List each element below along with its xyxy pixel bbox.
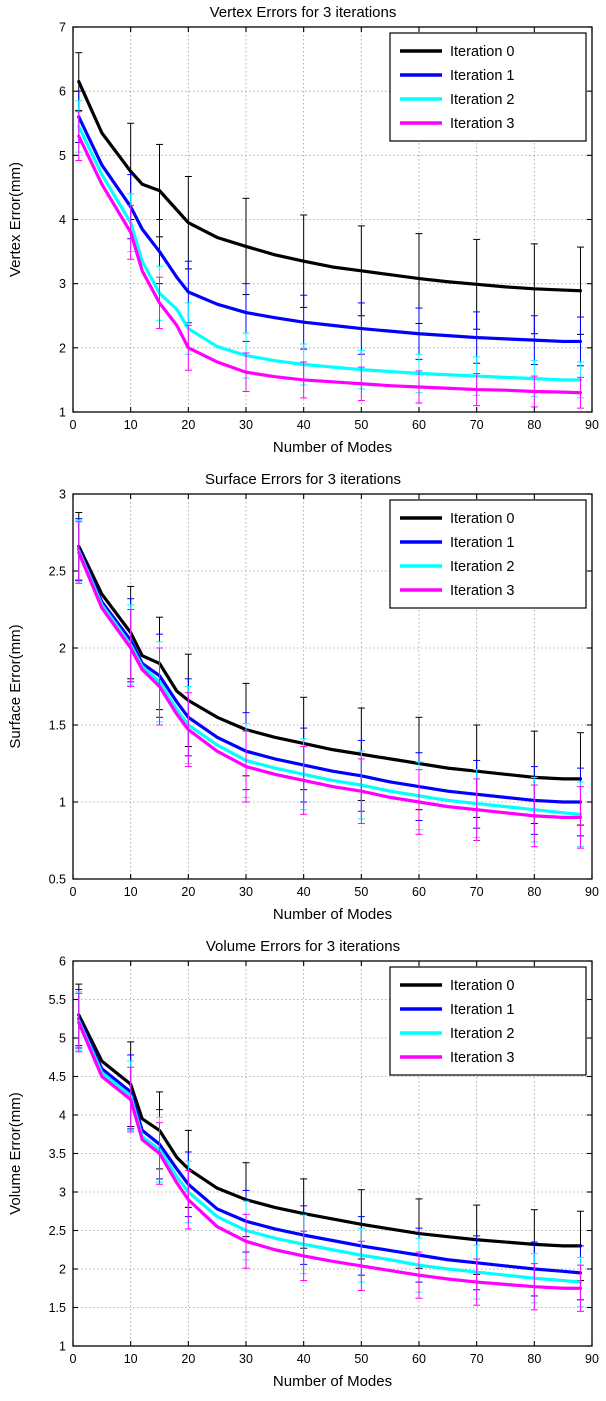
- svg-text:20: 20: [181, 1352, 196, 1366]
- svg-text:30: 30: [239, 1352, 253, 1366]
- svg-text:Iteration 1: Iteration 1: [450, 1002, 515, 1018]
- svg-text:Surface Error(mm): Surface Error(mm): [7, 624, 24, 749]
- svg-text:Iteration 2: Iteration 2: [450, 1026, 515, 1042]
- svg-text:Iteration 2: Iteration 2: [450, 92, 515, 108]
- svg-text:30: 30: [239, 885, 253, 899]
- svg-text:Number of Modes: Number of Modes: [272, 439, 393, 456]
- svg-text:6: 6: [59, 84, 66, 99]
- svg-text:90: 90: [585, 418, 599, 432]
- svg-text:3.5: 3.5: [48, 1147, 66, 1161]
- svg-text:40: 40: [296, 1352, 311, 1366]
- svg-text:10: 10: [123, 885, 138, 899]
- page-title: Volume Errors for 3 iterations: [205, 938, 401, 955]
- vertex-errors-figure: [0, 0, 606, 467]
- svg-text:0: 0: [69, 885, 77, 899]
- svg-text:6: 6: [59, 954, 66, 969]
- svg-text:Iteration 1: Iteration 1: [450, 535, 515, 551]
- svg-text:20: 20: [181, 418, 196, 432]
- svg-text:2: 2: [59, 1262, 66, 1277]
- svg-text:40: 40: [296, 418, 311, 432]
- svg-text:Iteration 3: Iteration 3: [450, 1050, 515, 1066]
- svg-text:90: 90: [585, 1352, 599, 1366]
- svg-text:Iteration 0: Iteration 0: [450, 44, 515, 60]
- svg-text:0: 0: [69, 1352, 77, 1366]
- svg-text:50: 50: [354, 418, 369, 432]
- svg-text:60: 60: [412, 418, 426, 432]
- svg-text:3: 3: [59, 277, 66, 292]
- vertex-errors-chart: [0, 0, 606, 467]
- svg-text:80: 80: [527, 418, 542, 432]
- svg-text:Iteration 0: Iteration 0: [450, 511, 515, 527]
- svg-text:10: 10: [123, 1352, 138, 1366]
- svg-text:90: 90: [585, 885, 599, 899]
- svg-text:1: 1: [59, 795, 66, 810]
- svg-text:50: 50: [354, 885, 369, 899]
- svg-text:60: 60: [412, 885, 426, 899]
- svg-text:5: 5: [59, 1031, 66, 1046]
- svg-text:1: 1: [59, 1339, 66, 1354]
- svg-text:0.5: 0.5: [48, 872, 66, 887]
- surface-errors-chart: [0, 467, 606, 934]
- svg-text:Iteration 2: Iteration 2: [450, 559, 515, 575]
- svg-text:20: 20: [181, 885, 196, 899]
- page-title: Vertex Errors for 3 iterations: [209, 4, 397, 21]
- svg-text:2: 2: [59, 641, 66, 656]
- svg-text:4: 4: [59, 213, 66, 227]
- svg-text:Vertex Error(mm): Vertex Error(mm): [7, 161, 24, 278]
- svg-text:Number of Modes: Number of Modes: [272, 1373, 393, 1390]
- svg-text:Iteration 3: Iteration 3: [450, 583, 515, 599]
- svg-text:1.5: 1.5: [48, 1301, 66, 1315]
- svg-text:40: 40: [296, 885, 311, 899]
- svg-text:2.5: 2.5: [48, 564, 66, 579]
- svg-text:1.5: 1.5: [48, 718, 66, 733]
- svg-text:7: 7: [59, 20, 66, 35]
- svg-text:80: 80: [527, 885, 542, 899]
- svg-text:2.5: 2.5: [48, 1224, 66, 1238]
- svg-text:Number of Modes: Number of Modes: [272, 906, 393, 923]
- svg-text:Iteration 0: Iteration 0: [450, 978, 515, 994]
- svg-text:4: 4: [59, 1108, 66, 1123]
- svg-text:Iteration 1: Iteration 1: [450, 68, 515, 84]
- svg-text:30: 30: [239, 418, 253, 432]
- volume-errors-chart: [0, 934, 606, 1401]
- page-title: Surface Errors for 3 iterations: [205, 471, 401, 488]
- svg-text:5: 5: [59, 148, 66, 163]
- svg-text:10: 10: [123, 418, 138, 432]
- svg-text:50: 50: [354, 1352, 369, 1366]
- svg-text:Iteration 3: Iteration 3: [450, 116, 515, 132]
- svg-text:80: 80: [527, 1352, 542, 1366]
- svg-text:70: 70: [469, 885, 484, 899]
- svg-text:Volume Error(mm): Volume Error(mm): [7, 1092, 24, 1215]
- svg-text:3: 3: [59, 1185, 66, 1200]
- volume-errors-figure: [0, 934, 606, 1401]
- svg-text:3: 3: [59, 487, 66, 502]
- svg-text:4.5: 4.5: [48, 1070, 66, 1084]
- svg-text:2: 2: [59, 341, 66, 356]
- svg-text:1: 1: [59, 405, 66, 420]
- svg-text:5.5: 5.5: [48, 993, 66, 1007]
- svg-text:60: 60: [412, 1352, 426, 1366]
- surface-errors-figure: [0, 467, 606, 934]
- svg-text:70: 70: [469, 1352, 484, 1366]
- svg-text:70: 70: [469, 418, 484, 432]
- svg-text:0: 0: [69, 418, 77, 432]
